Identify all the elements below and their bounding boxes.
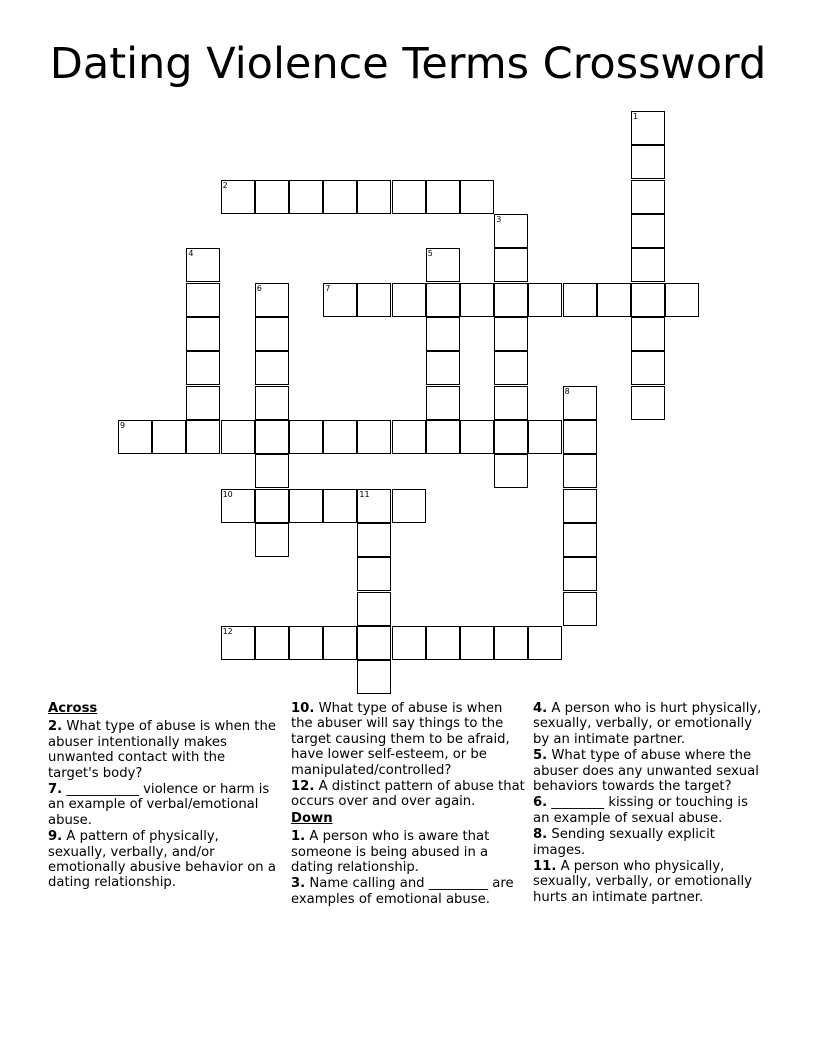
grid-cell[interactable]: [563, 523, 597, 557]
clue-text: Name calling and _________ are examples of emotional abuse.: [291, 876, 514, 907]
clue-number-label: 10: [222, 489, 233, 499]
grid-cell[interactable]: [289, 489, 323, 523]
clue-number: 6.: [533, 795, 548, 811]
clue-number-label: 9: [120, 420, 126, 430]
grid-cell[interactable]: [186, 248, 220, 282]
clue-number: 8.: [533, 827, 548, 843]
grid-cell[interactable]: [494, 317, 528, 351]
grid-cell[interactable]: [597, 283, 631, 317]
down-clue-6: [533, 795, 767, 826]
grid-cell[interactable]: [221, 489, 255, 523]
clues-column-3: [533, 701, 767, 906]
grid-cell[interactable]: [392, 420, 426, 454]
grid-cell[interactable]: [494, 283, 528, 317]
grid-cell[interactable]: [528, 626, 562, 660]
grid-cell[interactable]: [631, 180, 665, 214]
puzzle-title: Dating Violence Terms Crossword: [49, 39, 767, 89]
clue-number-label: 8: [564, 386, 570, 396]
grid-cell[interactable]: [392, 489, 426, 523]
grid-cell[interactable]: [631, 283, 665, 317]
grid-cell[interactable]: [494, 214, 528, 248]
grid-cell[interactable]: [494, 351, 528, 385]
grid-cell[interactable]: [426, 248, 460, 282]
grid-cell[interactable]: [357, 626, 391, 660]
grid-cell[interactable]: [255, 283, 289, 317]
grid-cell[interactable]: [426, 420, 460, 454]
grid-cell[interactable]: [460, 420, 494, 454]
grid-cell[interactable]: [528, 420, 562, 454]
clue-number-label: 1: [633, 112, 639, 121]
clue-number: 2.: [48, 719, 63, 735]
grid-cell[interactable]: [323, 180, 357, 214]
down-clue-3: [291, 876, 525, 907]
grid-cell[interactable]: [563, 557, 597, 591]
grid-cell[interactable]: [255, 420, 289, 454]
grid-cell[interactable]: [221, 180, 255, 214]
clue-number-label: 3: [496, 214, 502, 224]
grid-cell[interactable]: [289, 626, 323, 660]
grid-cell[interactable]: [323, 420, 357, 454]
grid-cell[interactable]: [631, 248, 665, 282]
grid-cell[interactable]: [494, 420, 528, 454]
clue-number-label: 12: [222, 626, 233, 636]
clue-number: 12.: [291, 779, 315, 795]
grid-cell[interactable]: [255, 489, 289, 523]
clue-text: A distinct pattern of abuse that occurs over and over again.: [291, 779, 525, 810]
grid-cell[interactable]: [494, 248, 528, 282]
grid-cell[interactable]: [186, 351, 220, 385]
grid-cell[interactable]: [357, 420, 391, 454]
clue-number: 5.: [533, 748, 548, 764]
clue-number: 11.: [533, 859, 557, 875]
grid-cell[interactable]: [289, 180, 323, 214]
clue-number-label: 7: [325, 283, 331, 293]
across-heading: Across: [48, 701, 98, 716]
grid-cell[interactable]: [152, 420, 186, 454]
grid-cell[interactable]: [563, 420, 597, 454]
grid-cell[interactable]: [460, 180, 494, 214]
clue-number-label: 6: [256, 283, 262, 293]
clue-text: ________ kissing or touching is an example of sexual abuse.: [533, 795, 748, 826]
clue-text: A person who is aware that someone is being abused in a dating relationship.: [291, 829, 490, 876]
grid-cell[interactable]: [563, 592, 597, 626]
grid-cell[interactable]: [426, 351, 460, 385]
grid-cell[interactable]: [255, 386, 289, 420]
clue-number: 7.: [48, 782, 63, 798]
grid-cell[interactable]: [426, 386, 460, 420]
grid-cell[interactable]: [494, 454, 528, 488]
clue-text: What type of abuse is when the abuser will say things to the target causing them to be afraid, have lower self-esteem, or be manipulated/controlled?: [291, 701, 510, 778]
grid-cell[interactable]: [323, 283, 357, 317]
clues-column-1: [48, 701, 276, 892]
grid-cell[interactable]: [392, 283, 426, 317]
grid-cell[interactable]: [631, 351, 665, 385]
grid-cell[interactable]: [323, 626, 357, 660]
grid-cell[interactable]: [255, 317, 289, 351]
grid-cell[interactable]: [494, 626, 528, 660]
grid-cell[interactable]: [460, 283, 494, 317]
grid-cell[interactable]: [357, 592, 391, 626]
clue-number: 1.: [291, 829, 306, 845]
grid-cell[interactable]: [357, 523, 391, 557]
grid-cell[interactable]: [221, 420, 255, 454]
clue-text: A person who is hurt physically, sexually, verbally, or emotionally by an intimate partner.: [533, 701, 762, 747]
clue-text: Sending sexually explicit images.: [533, 827, 715, 858]
grid-cell[interactable]: [426, 626, 460, 660]
grid-cell[interactable]: [323, 489, 357, 523]
grid-cell[interactable]: [631, 145, 665, 179]
down-heading: Down: [291, 810, 333, 826]
across-clue-2: [48, 719, 276, 781]
grid-cell[interactable]: [357, 180, 391, 214]
grid-cell[interactable]: [255, 454, 289, 488]
grid-cell[interactable]: [357, 557, 391, 591]
grid-cell[interactable]: [118, 420, 152, 454]
grid-cell[interactable]: [186, 386, 220, 420]
grid-cell[interactable]: [494, 386, 528, 420]
grid-cell[interactable]: [631, 317, 665, 351]
clue-number: 10.: [291, 701, 315, 716]
grid-cell[interactable]: [186, 283, 220, 317]
grid-cell[interactable]: [255, 180, 289, 214]
grid-cell[interactable]: [563, 489, 597, 523]
clue-text: A pattern of physically, sexually, verbally, and/or emotionally abusive behavior on a dating relationship.: [48, 829, 276, 891]
grid-cell[interactable]: [255, 351, 289, 385]
grid-cell[interactable]: [289, 420, 323, 454]
grid-cell[interactable]: [357, 283, 391, 317]
grid-cell[interactable]: [528, 283, 562, 317]
clue-text: ___________ violence or harm is an example of verbal/emotional abuse.: [48, 782, 270, 828]
clue-number: 4.: [533, 701, 548, 716]
grid-cell[interactable]: [357, 660, 391, 694]
clue-text: What type of abuse where the abuser does any unwanted sexual behaviors towards the target?: [533, 748, 759, 795]
grid-cell[interactable]: [631, 111, 665, 145]
grid-cell[interactable]: [563, 283, 597, 317]
grid-cell[interactable]: [255, 523, 289, 557]
grid-cell[interactable]: [631, 214, 665, 248]
clue-text: What type of abuse is when the abuser intentionally makes unwanted contact with the target's body?: [48, 719, 276, 781]
down-clue-8: [533, 827, 767, 858]
across-clue-12: [291, 779, 525, 810]
across-clue-10: [291, 701, 525, 778]
grid-cell[interactable]: [460, 626, 494, 660]
grid-cell[interactable]: [221, 626, 255, 660]
down-clue-4: [533, 701, 767, 747]
grid-cell[interactable]: [426, 180, 460, 214]
clue-number-label: 4: [188, 249, 194, 259]
grid-cell[interactable]: [426, 317, 460, 351]
clue-text: A person who physically, sexually, verbally, or emotionally hurts an intimate partner.: [533, 859, 753, 905]
grid-cell[interactable]: [357, 489, 391, 523]
clue-number: 3.: [291, 876, 306, 892]
grid-cell[interactable]: [392, 180, 426, 214]
grid-cell[interactable]: [631, 386, 665, 420]
clue-number: 9.: [48, 829, 63, 845]
clue-number-label: 5: [427, 249, 433, 259]
clue-number-label: 11: [359, 489, 370, 499]
clues-column-2: [291, 701, 525, 908]
grid-cell[interactable]: [255, 626, 289, 660]
across-clue-7: [48, 782, 276, 828]
across-clue-9: [48, 829, 276, 891]
down-clue-11: [533, 859, 767, 905]
down-clue-1: [291, 829, 525, 875]
grid-cell[interactable]: [186, 420, 220, 454]
grid-cell[interactable]: [392, 626, 426, 660]
grid-cell[interactable]: [426, 283, 460, 317]
grid-cell[interactable]: [563, 386, 597, 420]
grid-cell[interactable]: [186, 317, 220, 351]
down-clue-5: [533, 748, 767, 794]
grid-cell[interactable]: [563, 454, 597, 488]
grid-cell[interactable]: [665, 283, 699, 317]
clue-number-label: 2: [222, 180, 228, 190]
